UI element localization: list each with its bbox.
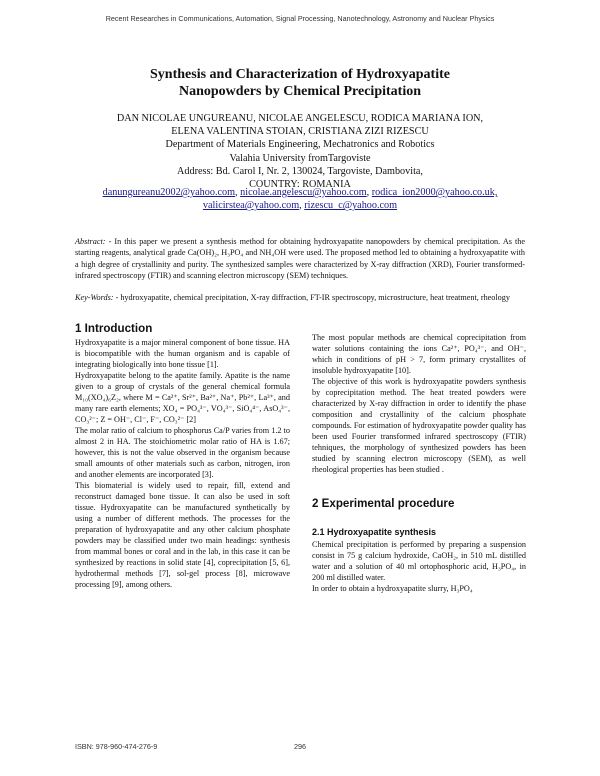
authors-line-2: ELENA VALENTINA STOIAN, CRISTIANA ZIZI RIZESCU — [171, 126, 429, 138]
keywords-label: Key-Words: — [75, 293, 114, 302]
email-link[interactable]: valicirstea@yahoo.com — [202, 200, 300, 212]
author-block — [0, 112, 600, 191]
email-link[interactable]: danungureanu2002@yahoo.com — [102, 187, 236, 198]
abstract — [75, 236, 525, 282]
affiliation-country: COUNTRY: ROMANIA — [249, 179, 351, 191]
authors-line-1: DAN NICOLAE UNGUREANU, NICOLAE ANGELESCU, RODICA MARIANA ION, — [116, 113, 484, 124]
email-link[interactable]: rodica_ion2000@yahoo.co.uk, — [371, 187, 498, 198]
running-header: Recent Researches in Communications, Automation, Signal Processing, Nanotechnology, Astronomy and Nuclear Physics — [105, 14, 495, 23]
paragraph: Hydroxyapatite belong to the apatite family. Apatite is the name given to a group of crystals of the general chemical formula M₁₀(XO₄)₆Z₂, where M = Ca²⁺, Sr²⁺, Ba²⁺, Na⁺, Pb²⁺, La³⁺, and many rare earth elements; XO₄ = PO₄³⁻, VO₄³⁻, SiO₄⁴⁻, AsO₄³⁻, CO₃²⁻; Z = OH⁻, Cl⁻, F⁻, CO₃²⁻ [2] — [75, 371, 290, 424]
paragraph: This biomaterial is widely used to repair, fill, extend and reconstruct damaged bone tissue. It can also be used in soft tissue. Hydroxyapatite can be manufactured synthetically by using a number of different methods. The processes for the preparation of hydroxyapatite and any other calcium phosphate powders may be classified under two main headings: synthesis from mammal bones or coral and in the lab, in this case it can be synthesized by reactions in solid state [4], coprecipitation [5, 6], hydrothermal methods [7], sol-gel process [8], microwave processing [9], among others. — [75, 481, 290, 589]
email-line-2: valicirstea@yahoo.com, rizescu_c@yahoo.com — [202, 200, 398, 212]
keywords-text: - hydroxyapatite, chemical precipitation, X-ray diffraction, FT-IR spectroscopy, microstructure, heat treatment, rheology — [115, 293, 510, 302]
paragraph: The molar ratio of calcium to phosphorus Ca/P varies from 1.2 to almost 2 in HA. The stoichiometric molar ratio of HA is 1.67; however, this is not the value observed in the organism because small amounts of other materials such as carbon, nitrogen, iron and another elements are incorporated [3]. — [75, 426, 290, 479]
left-column — [75, 322, 290, 590]
footer-isbn: ISBN: 978-960-474-276-9 — [75, 742, 158, 751]
affiliation-univ: Valahia University fromTargoviste — [229, 152, 371, 164]
title-line-2: Nanopowders by Chemical Precipitation — [178, 84, 421, 99]
paragraph: The most popular methods are chemical coprecipitation from water solutions containing the ions Ca²⁺, PO₄³⁻, and OH⁻, which in conditions of pH > 7, form primary crystallites of insoluble hydroxyapatite [10]. — [312, 333, 526, 375]
paragraph: In order to obtain a hydroxyapatite slurry, H₃PO₄ — [312, 584, 473, 593]
subsection-heading-synthesis: 2.1 Hydroxyapatite synthesis — [312, 527, 437, 537]
abstract-label: Abstract: — [75, 237, 106, 246]
paragraph: The objective of this work is hydroxyapatite powders synthesis by coprecipitation method. The heat treated powders were characterized by X-ray diffraction in order to identify the phase composition and crystallinity of the calcium phosphate compounds. For estimation of hydroxyapatite powder quality has been used Fourier transformed infrared spectroscopy (FTIR) tehniques, the morphology of synthesized powders has been studied by scanning electron microscopy (SEM), as well rheological properties has been studied . — [312, 377, 526, 474]
paragraph: Chemical precipitation is performed by preparing a suspension consist in 75 g calcium hydroxide, CaOH₂, in 510 mL distilled water and a solution of 40 ml ortophosphoric acid, H₃PO₄, in 200 ml distilled water. — [312, 540, 526, 582]
email-link[interactable]: nicolae.angelescu@yahoo.com — [240, 187, 367, 198]
section-heading-introduction: 1 Introduction — [75, 322, 153, 335]
section-heading-experimental: 2 Experimental procedure — [312, 497, 455, 510]
title-line-1: Synthesis and Characterization of Hydroxyapatite — [150, 67, 450, 82]
paper-title — [0, 66, 600, 100]
page-number: 296 — [294, 742, 306, 751]
affiliation-dept: Department of Materials Engineering, Mechatronics and Robotics — [165, 139, 435, 151]
paragraph: Hydroxyapatite is a major mineral component of bone tissue. HA is biocompatible with the human organism and is capable of integrating biologically into bone tissue [1]. — [75, 338, 290, 369]
affiliation-address: Address: Bd. Carol I, Nr. 2, 130024, Targoviste, Dambovita, — [177, 165, 423, 177]
email-line-1: danungureanu2002@yahoo.com, nicolae.angelescu@yahoo.com, rodica_ion2000@yahoo.co.uk, — [102, 187, 498, 198]
right-column — [312, 332, 526, 594]
email-block — [0, 186, 600, 212]
email-link[interactable]: rizescu_c@yahoo.com — [304, 200, 398, 212]
abstract-text: - In this paper we present a synthesis method for obtaining hydroxyapatite nanopowders by chemical precipitation. As the starting reagents, analytical grade Ca(OH)₂, H₃PO₄ and NH₄OH were used. The proposed method led to obtaining a hydroxyapatite with a high degree of crystallinity and purity. The synthesized samples were characterized by X-ray diffraction (XRD), Fourier transformed-infrared spectroscopy (FTIR) and scanning electron microscopy (SEM) techniques. — [75, 237, 526, 281]
keywords — [75, 292, 525, 303]
